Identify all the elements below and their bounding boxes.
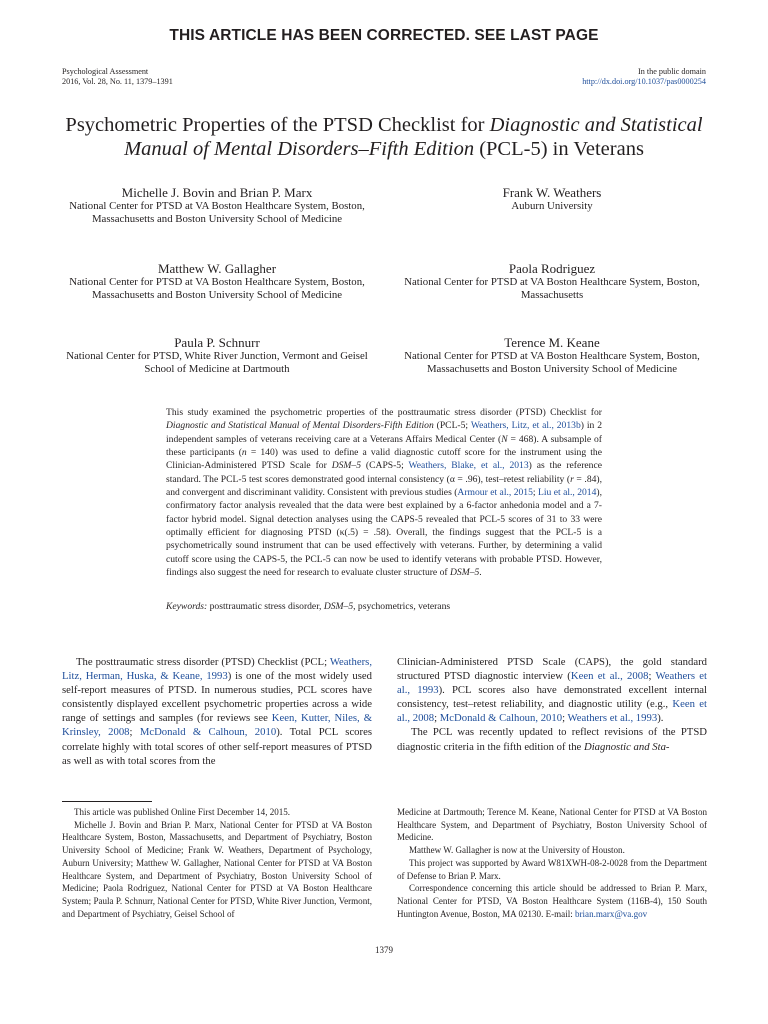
abstract-text: = 468). A subsample of these participants ( <box>166 433 602 459</box>
footnote: Matthew W. Gallagher is now at the University of Houston. <box>409 845 625 856</box>
doi-link[interactable]: http://dx.doi.org/10.1037/pas0000254 <box>582 76 706 86</box>
author-name: Matthew W. Gallagher <box>157 261 277 276</box>
abstract <box>166 406 602 579</box>
body-text: The PCL was recently updated to reflect revisions of the PTSD diagnostic criteria in the fifth edition of the <box>397 726 707 753</box>
footnote: This article was published Online First December 14, 2015. <box>74 807 291 817</box>
author-affiliation: National Center for PTSD at VA Boston Healthcare System, Boston, Massachusetts and Boston University School of Medicine <box>69 200 365 225</box>
author-name: Paola Rodriguez <box>508 261 596 276</box>
body-text: ). Total PCL scores correlate highly with total scores of other self-report measures of PTSD as well as with total scores from the <box>62 726 372 767</box>
footnote <box>397 882 707 920</box>
author-block-3 <box>62 261 372 301</box>
keywords <box>166 601 602 613</box>
author-name: Frank W. Weathers <box>502 185 602 200</box>
abstract-italic: DSM–5 <box>449 567 480 579</box>
citation-link[interactable]: Liu et al., 2014 <box>537 487 597 499</box>
footnote: Michelle J. Bovin and Brian P. Marx, National Center for PTSD at VA Boston Healthcare System, Boston, Massachusetts, and Department of Psychiatry, Boston University School of Medicine; Frank W. Weathers, Department of Psychology, Auburn University; Matthew W. Gallagher, National Center for PTSD at VA Boston Healthcare System, and Department of Psychiatry, Boston University School of Medicine; Paola Rodriguez, National Center for PTSD at VA Boston Healthcare System; Paula P. Schnurr, National Center for PTSD, White River Junction, Vermont, and Department of Psychiatry, Geisel School of <box>62 819 372 919</box>
author-affiliation: National Center for PTSD at VA Boston Healthcare System, Boston, Massachusetts and Boston University School of Medicine <box>404 350 700 375</box>
public-domain-notice: In the public domain <box>638 67 706 76</box>
citation-link[interactable]: Weathers, Litz, Herman, Huska, & Keane, 1993 <box>62 656 372 683</box>
footnotes-left <box>62 806 372 920</box>
abstract-text: (PCL-5; <box>433 420 471 432</box>
footnote-text: Correspondence concerning this article should be addressed to Brian P. Marx, National Center for PTSD, VA Boston Healthcare System (116B-4), 150 South Huntington Avenue, Boston, MA 02130. E-mail: <box>397 883 707 919</box>
title-italic: Diagnostic and Statistical Manual of Mental Disorders–Fifth Edition <box>124 114 703 160</box>
abstract-text: ) as the reference standard. The PCL-5 test scores demonstrated good internal consistency (α = .96), test–retest reliability ( <box>166 460 602 485</box>
footnote-divider <box>62 801 152 802</box>
author-affiliation: National Center for PTSD at VA Boston Healthcare System, Boston, Massachusetts <box>404 276 700 301</box>
article-title <box>40 113 728 161</box>
body-text: ; <box>129 726 140 739</box>
citation-link[interactable]: McDonald & Calhoun, 2010 <box>139 726 277 739</box>
footnotes-right <box>397 806 707 920</box>
body-text: ) is one of the most widely used self-report measures of PTSD. In numerous studies, PCL scores have consistently displayed excellent psychometric properties across a wide range of settings and samples (for reviews see <box>62 670 373 725</box>
citation-link[interactable]: Weathers et al., 1993 <box>567 712 658 725</box>
body-text: ; <box>434 712 440 725</box>
author-block-6 <box>397 335 707 375</box>
citation-link[interactable]: Weathers, Blake, et al., 2013 <box>408 460 529 472</box>
citation-link[interactable]: McDonald & Calhoun, 2010 <box>439 712 563 725</box>
correction-banner: THIS ARTICLE HAS BEEN CORRECTED. SEE LAST PAGE <box>169 27 599 44</box>
rights-info <box>582 67 706 86</box>
page-number: 1379 <box>375 945 393 955</box>
keywords-italic: DSM–5 <box>323 601 354 612</box>
body-paragraph <box>397 655 707 725</box>
abstract-text: . <box>479 567 482 579</box>
body-text: Clinician-Administered PTSD Scale (CAPS), the gold standard structured PTSD diagnostic interview ( <box>397 656 707 683</box>
abstract-text: (CAPS-5; <box>361 460 409 472</box>
author-affiliation: Auburn University <box>511 200 593 212</box>
author-affiliation: National Center for PTSD at VA Boston Healthcare System, Boston, Massachusetts and Boston University School of Medicine <box>69 276 365 301</box>
citation-link[interactable]: Weathers, Litz, et al., 2013b <box>470 420 581 432</box>
journal-volume: 2016, Vol. 28, No. 11, 1379–1391 <box>62 76 173 86</box>
abstract-text: ) in 2 independent samples of veterans receiving care at a Veterans Affairs Medical Center ( <box>166 420 602 445</box>
abstract-text: = 140) was used to define a valid diagnostic cutoff score for the instrument using the Clinician-Administered PTSD Scale for <box>166 447 602 472</box>
abstract-italic: DSM–5 <box>331 460 361 472</box>
stat-symbol: N <box>501 433 508 445</box>
journal-name: Psychological Assessment <box>62 67 149 76</box>
body-text: ; <box>562 712 568 725</box>
author-block-2 <box>397 185 707 213</box>
body-column-left <box>62 655 372 768</box>
body-italic: Diagnostic and Sta- <box>583 740 670 753</box>
title-part1: Psychometric Properties of the PTSD Checklist for <box>65 114 490 136</box>
abstract-text: ), confirmatory factor analysis revealed that the data were best explained by a 6-factor anhedonia model and a 7-factor hybrid model. Signal detection analyses using the CAPS-5 revealed that PCL-5 scores of 31 to 33 were optimally efficient for diagnosing PTSD (κ(.5) = .58). Overall, the findings suggest that the PCL-5 is a psychometrically sound instrument that can be used effectively with veterans. Further, by determining a valid cutoff score using the CAPS-5, the PCL-5 can now be used to identify veterans with probable PTSD. However, findings also suggest the need for research to evaluate cluster structure of <box>166 487 602 579</box>
citation-link[interactable]: Keen et al., 2008 <box>397 698 707 725</box>
body-text: ). <box>657 712 664 725</box>
author-affiliation: National Center for PTSD, White River Junction, Vermont and Geisel School of Medicine at Dartmouth <box>66 350 368 375</box>
stat-symbol: n <box>241 447 247 459</box>
author-block-1 <box>62 185 372 225</box>
abstract-text: This study examined the psychometric properties of the posttraumatic stress disorder (PTSD) Checklist for <box>166 407 602 418</box>
body-column-right <box>397 655 707 754</box>
body-paragraph <box>62 655 372 768</box>
author-block-4 <box>397 261 707 301</box>
title-part2: (PCL-5) in Veterans <box>474 138 644 160</box>
citation-link[interactable]: Armour et al., 2015 <box>457 487 533 499</box>
body-text: The posttraumatic stress disorder (PTSD) Checklist (PCL; <box>76 656 330 668</box>
abstract-text: = .84), and convergent and discriminant validity. Consistent with previous studies ( <box>166 473 603 499</box>
keywords-label: Keywords: <box>166 601 208 612</box>
stat-symbol: r <box>570 473 574 485</box>
citation-link[interactable]: Weathers et al., 1993 <box>397 670 707 697</box>
author-name: Paula P. Schnurr <box>174 335 260 350</box>
keywords-text: posttraumatic stress disorder, <box>207 601 324 612</box>
abstract-italic: Diagnostic and Statistical Manual of Mental Disorders-Fifth Edition <box>166 420 434 432</box>
author-block-5 <box>62 335 372 375</box>
body-text: ). PCL scores also have demonstrated excellent internal consistency, test–retest reliability, and diagnostic utility (e.g., <box>397 684 707 711</box>
body-text: ; <box>648 670 656 683</box>
author-name: Michelle J. Bovin and Brian P. Marx <box>121 185 313 200</box>
citation-link[interactable]: Keen et al., 2008 <box>570 670 649 683</box>
abstract-text: ; <box>532 487 538 499</box>
body-paragraph <box>397 725 707 753</box>
email-link[interactable]: brian.marx@va.gov <box>575 908 648 919</box>
footnote: Medicine at Dartmouth; Terence M. Keane, National Center for PTSD at VA Boston Healthcare System, and Department of Psychiatry, Boston University School of Medicine. <box>397 807 707 843</box>
author-name: Terence M. Keane <box>504 335 600 350</box>
journal-info <box>62 67 173 86</box>
citation-link[interactable]: Keen, Kutter, Niles, & Krinsley, 2008 <box>62 712 373 739</box>
keywords-text: , psychometrics, veterans <box>353 601 451 612</box>
footnote: This project was supported by Award W81XWH-08-2-0028 from the Department of Defense to Brian P. Marx. <box>397 857 707 881</box>
